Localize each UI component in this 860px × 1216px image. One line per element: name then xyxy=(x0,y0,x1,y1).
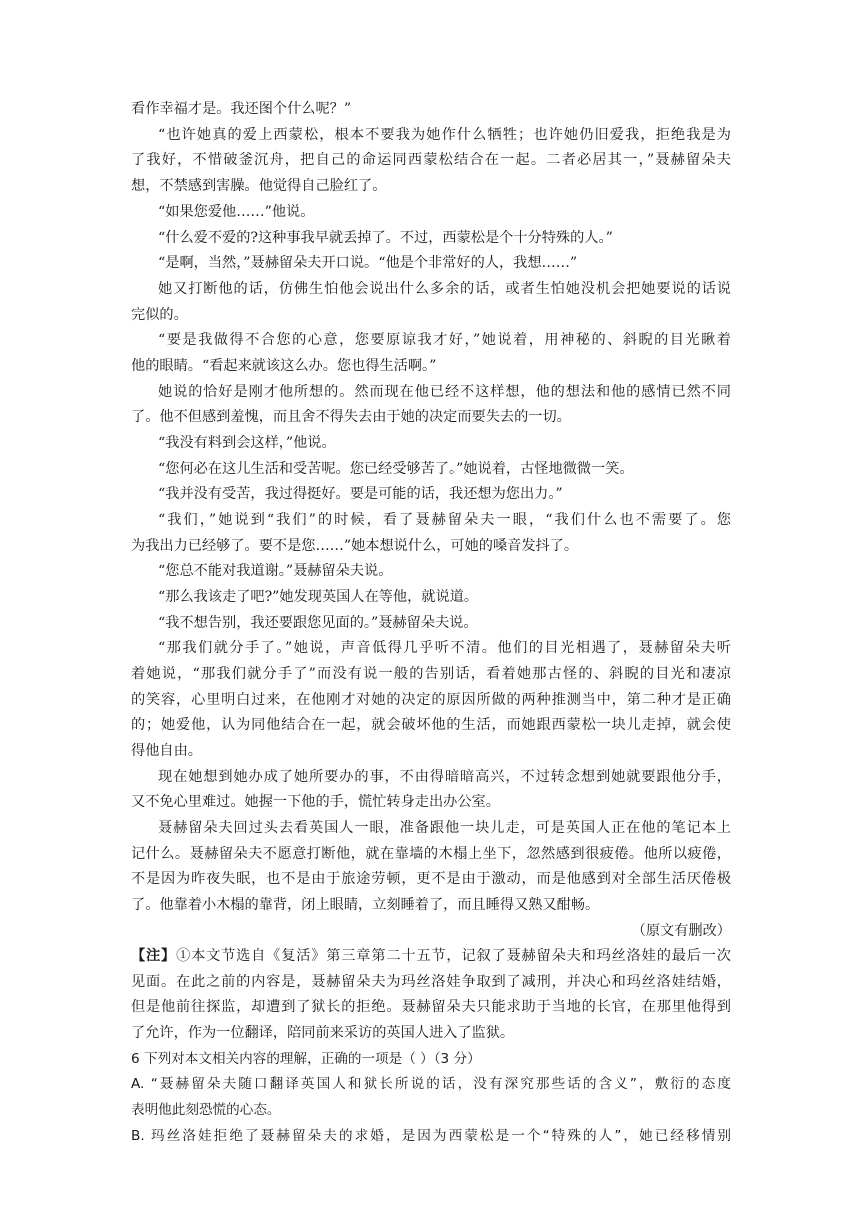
note-line: 见面。在此之前的内容是，聂赫留朵夫为玛丝洛娃争取到了减刑，并决心和玛丝洛娃结婚， xyxy=(131,974,731,990)
passage-line: 的笑容，心里明白过来，在他刚才对她的决定的原因所做的两种推测当中，第二种才是正确 xyxy=(131,692,731,708)
passage-line: “那我们就分手了。”她说，声音低得几乎听不清。他们的目光相遇了，聂赫留朵夫听 xyxy=(158,640,731,656)
note-label: 【注】 xyxy=(131,948,177,964)
passage-line: 完似的。 xyxy=(131,307,188,323)
passage-line: 为我出力已经够了。要不是您……”她本想说什么，可她的嗓音发抖了。 xyxy=(131,538,579,554)
passage-line: 想，不禁感到害臊。他觉得自己脸红了。 xyxy=(131,178,387,194)
passage-line: 现在她想到她办成了她所要办的事，不由得暗暗高兴，不过转念想到她就要跟他分手， xyxy=(158,769,731,785)
passage-line: 看作幸福才是。我还图个什么呢？” xyxy=(131,101,352,117)
passage-line: “您总不能对我道谢。”聂赫留朵夫说。 xyxy=(158,563,393,579)
passage-line: 她说的恰好是刚才他所想的。然而现在他已经不这样想，他的想法和他的感情已然不同 xyxy=(158,384,731,400)
passage-line: 记什么。聂赫留朵夫不愿意打断他，就在靠墙的木榻上坐下，忽然感到很疲倦。他所以疲倦， xyxy=(131,846,731,862)
passage-line: 了。他不但感到羞愧，而且舍不得失去由于她的决定而要失去的一切。 xyxy=(131,409,571,425)
passage-line: “是啊，当然，”聂赫留朵夫开口说。“他是个非常好的人，我想……” xyxy=(158,255,578,271)
passage-line: “也许她真的爱上西蒙松，根本不要我为她作什么牺牲；也许她仍旧爱我，拒绝我是为 xyxy=(158,127,731,143)
passage-line: “我并没有受苦，我过得挺好。要是可能的话，我还想为您出力。” xyxy=(158,486,563,502)
passage-line: “您何必在这儿生活和受苦呢。您已经受够苦了。”她说着，古怪地微微一笑。 xyxy=(158,461,634,477)
passage-line: “我没有料到会这样，”他说。 xyxy=(158,435,336,451)
option-a-line: A. “聂赫留朵夫随口翻译英国人和狱长所说的话，没有深究那些话的含义”，敷衍的态度 xyxy=(131,1076,731,1092)
passage-line: 着她说，“那我们就分手了”而没有说一般的告别话，看着她那古怪的、斜睨的目光和凄凉 xyxy=(131,666,731,682)
passage-line: 聂赫留朵夫回过头去看英国人一眼，准备跟他一块儿走，可是英国人正在他的笔记本上 xyxy=(158,820,731,836)
question-stem: 6 下列对本文相关内容的理解，正确的一项是（ ）（3 分） xyxy=(131,1051,481,1067)
source-note: （原文有删改） xyxy=(631,923,731,939)
passage-line: 不是因为昨夜失眠，也不是由于旅途劳顿，更不是由于激动，而是他感到对全部生活厌倦极 xyxy=(131,871,731,887)
passage-line: 他的眼睛。“看起来就该这么办。您也得生活啊。” xyxy=(131,358,437,374)
passage-line: 得他自由。 xyxy=(131,743,202,759)
passage-line: 又不免心里难过。她握一下他的手，慌忙转身走出办公室。 xyxy=(131,794,500,810)
passage-line: “要是我做得不合您的心意，您要原谅我才好，”她说着，用神秘的、斜睨的目光瞅着 xyxy=(158,332,731,348)
passage-line: 了我好，不惜破釜沉舟，把自己的命运同西蒙松结合在一起。二者必居其一，”聂赫留朵夫 xyxy=(131,152,731,168)
note-line: 了允许，作为一位翻译，陪同前来采访的英国人进入了监狱。 xyxy=(131,1025,515,1041)
passage-line: “我们，”她说到“我们”的时候，看了聂赫留朵夫一眼，“我们什么也不需要了。您 xyxy=(158,512,731,528)
note-line: 但是他前往探监，却遭到了狱长的拒绝。聂赫留朵夫只能求助于当地的长官，在那里他得到 xyxy=(131,999,731,1015)
passage-line: “什么爱不爱的?这种事我早就丢掉了。不过，西蒙松是个十分特殊的人。” xyxy=(158,230,613,246)
passage-line: 的；她爱他，认为同他结合在一起，就会破坏他的生活，而她跟西蒙松一块儿走掉，就会使 xyxy=(131,717,731,733)
passage-line: “我不想告别，我还要跟您见面的。”聂赫留朵夫说。 xyxy=(158,615,478,631)
passage-line: “那么我该走了吧?”她发现英国人在等他，就说道。 xyxy=(158,589,479,605)
passage-line: “如果您爱他……”他说。 xyxy=(158,204,315,220)
passage-line: 了。他靠着小木榻的靠背，闭上眼睛，立刻睡着了，而且睡得又熟又酣畅。 xyxy=(131,897,600,913)
option-b-line: B. 玛丝洛娃拒绝了聂赫留朵夫的求婚，是因为西蒙松是一个“特殊的人”，她已经移情别 xyxy=(131,1128,731,1144)
note-line xyxy=(131,946,731,966)
option-a-line: 表明他此刻恐慌的心态。 xyxy=(131,1102,281,1118)
note-text: ①本文节选自《复活》第三章第二十五节，记叙了聂赫留朵夫和玛丝洛娃的最后一次 xyxy=(176,948,731,964)
passage-line: 她又打断他的话，仿佛生怕他会说出什么多余的话，或者生怕她没机会把她要说的话说 xyxy=(158,281,731,297)
